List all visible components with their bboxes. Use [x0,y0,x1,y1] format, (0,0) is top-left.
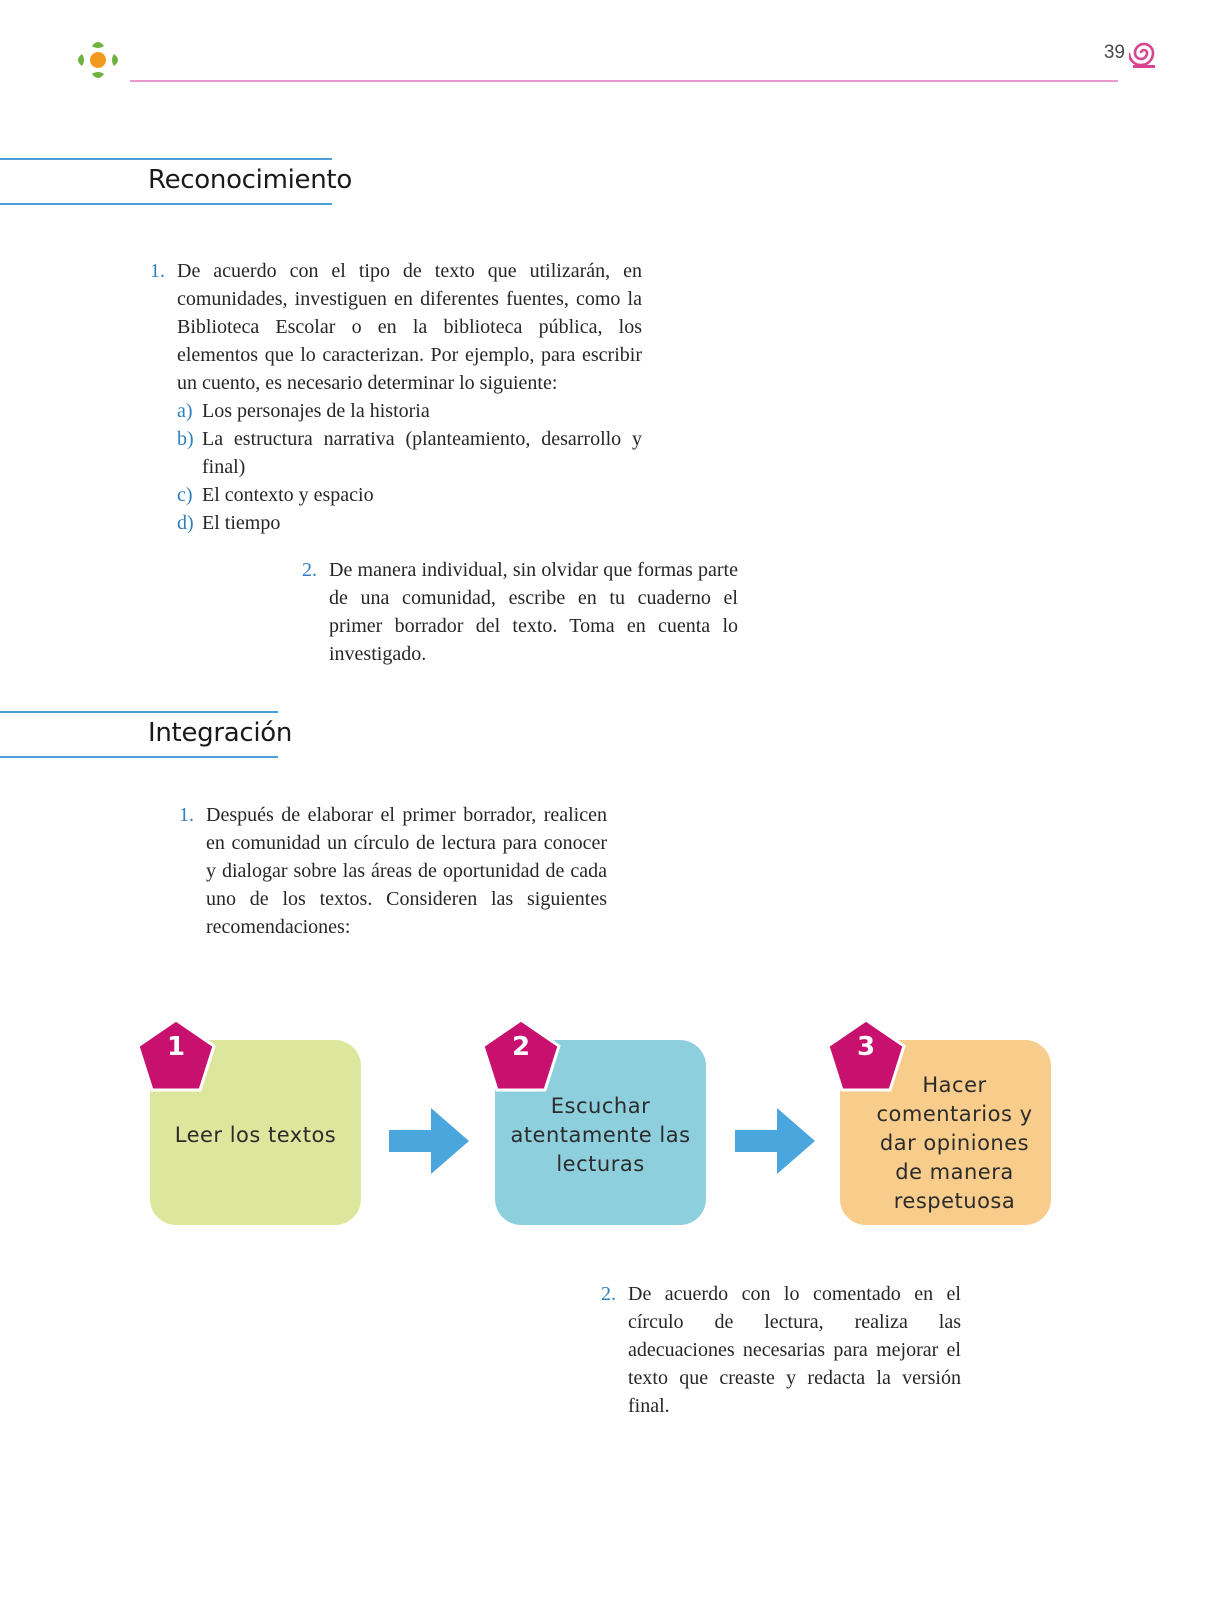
item-text: De manera individual, sin olvidar que formas parte de una comunidad, escribe en tu cuaderno el primer borrador del texto. Toma en cuenta lo investigado. [329,559,738,665]
header-rule [130,80,1118,82]
step-3-badge [826,1018,906,1092]
item-number: 1. [150,260,165,282]
subitem-text: El contexto y espacio [202,484,374,506]
step-text: Escuchar atentamente las lecturas [510,1094,691,1176]
list-item-2 [601,1280,961,1420]
heading-rule-bottom [0,203,332,205]
step-number: 3 [856,1032,876,1062]
page-number: 39 [1103,42,1125,63]
list-item-1 [179,801,607,941]
section-heading-reconocimiento [0,158,352,204]
step-2-badge [481,1018,561,1092]
subitem-letter: b) [177,428,194,450]
section-heading-integracion [0,711,293,757]
step-1-badge [136,1018,216,1092]
logo-icon [72,34,124,86]
heading-rule-top [0,158,332,160]
item-number: 2. [302,559,317,581]
item-number: 1. [179,804,194,826]
item-text: Después de elaborar el primer borrador, realicen en comunidad un círculo de lectura para conocer y dialogar sobre las áreas de oportunidad de cada uno de los textos. Consideren las siguientes recomendaciones: [206,804,607,938]
subitem-letter: c) [177,484,193,506]
step-text: Leer los textos [174,1123,337,1147]
section-title: Integración [148,718,293,748]
spiral-ornament-icon [1129,36,1159,70]
step-number: 1 [166,1032,186,1062]
item-text: De acuerdo con el tipo de texto que utilizarán, en comunidades, investiguen en diferentes fuentes, como la Biblioteca Escolar o en la biblioteca pública, los elementos que lo caracterizan. Por ejemplo, para escribir un cuento, es necesario determinar lo siguiente: [177,260,642,394]
heading-rule-bottom [0,756,278,758]
step-text: Hacer comentarios y dar opiniones de manera respetuosa [876,1073,1033,1213]
subitem-text: Los personajes de la historia [202,400,430,422]
subitem-c [177,481,642,509]
list-item-2 [302,556,738,668]
subitem-letter: d) [177,512,194,534]
arrow-right-icon [735,1108,815,1174]
subitem-a [177,397,642,425]
subitem-text: La estructura narrativa (planteamiento, desarrollo y final) [202,428,642,478]
item-number: 2. [601,1283,616,1305]
arrow-right-icon [389,1108,469,1174]
heading-rule-top [0,711,278,713]
subitem-text: El tiempo [202,512,281,534]
subitem-letter: a) [177,400,193,422]
item-text: De acuerdo con lo comentado en el círculo de lectura, realiza las adecuaciones necesarias para mejorar el texto que creaste y redacta la versión final. [628,1283,961,1417]
list-item-1 [150,257,642,537]
section-title: Reconocimiento [148,165,352,195]
subitem-b [177,425,642,481]
step-number: 2 [511,1032,531,1062]
subitem-d [177,509,642,537]
